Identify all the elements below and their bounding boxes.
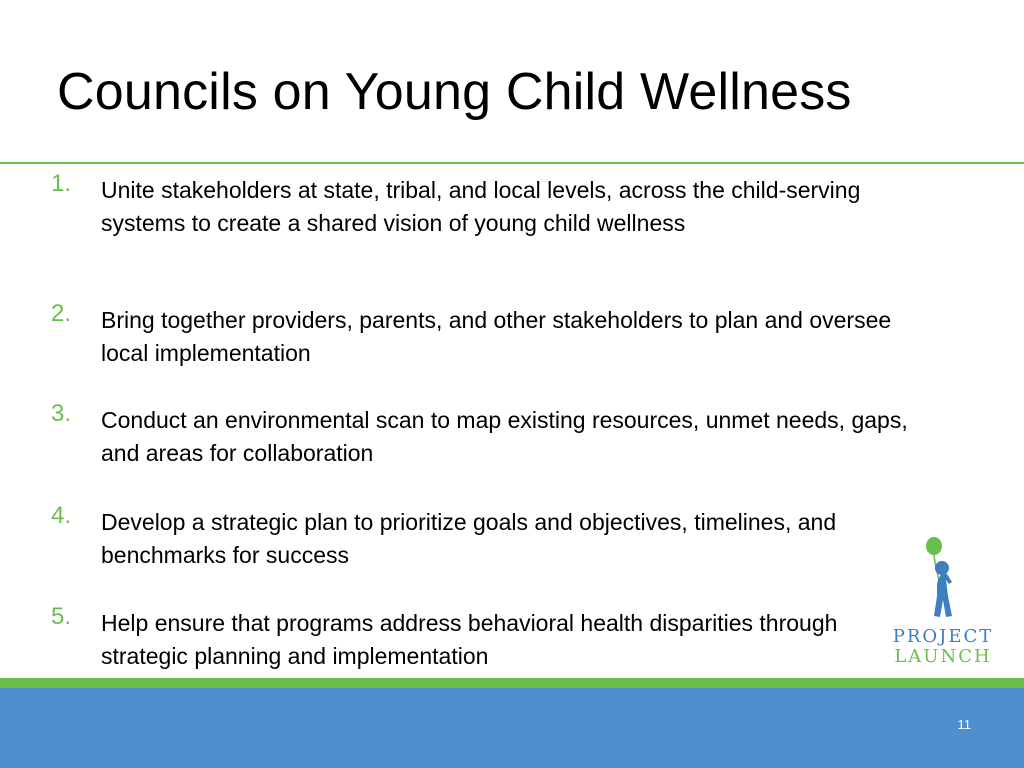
- footer-green-stripe: [0, 678, 1024, 688]
- logo-text-launch: LAUNCH: [894, 646, 992, 667]
- slide-title: Councils on Young Child Wellness: [57, 63, 852, 121]
- list-item-number: 2.: [51, 300, 72, 327]
- list-item-text: Bring together providers, parents, and other stakeholders to plan and oversee local implementation: [101, 307, 892, 366]
- title-divider: [0, 162, 1024, 164]
- list-item-text: Develop a strategic plan to prioritize goals and objectives, timelines, and benchmarks for success: [101, 509, 837, 568]
- list-item-number: 3.: [51, 400, 72, 427]
- logo-text-project: PROJECT: [892, 626, 994, 647]
- list-item-number: 1.: [51, 170, 72, 197]
- list-item-number: 4.: [51, 502, 72, 529]
- footer-band: [0, 688, 1024, 768]
- child-with-balloon-icon: [888, 530, 998, 626]
- slide-page-number: 11: [957, 717, 971, 732]
- list-item-text: Help ensure that programs address behavioral health disparities through strategic planning and implementation: [101, 610, 838, 669]
- list-item-text: Unite stakeholders at state, tribal, and local levels, across the child-serving systems to create a shared vision of young child wellness: [101, 177, 861, 236]
- list-item-text: Conduct an environmental scan to map existing resources, unmet needs, gaps, and areas for collaboration: [101, 407, 908, 466]
- project-launch-logo: [888, 530, 998, 670]
- list-item-number: 5.: [51, 603, 72, 630]
